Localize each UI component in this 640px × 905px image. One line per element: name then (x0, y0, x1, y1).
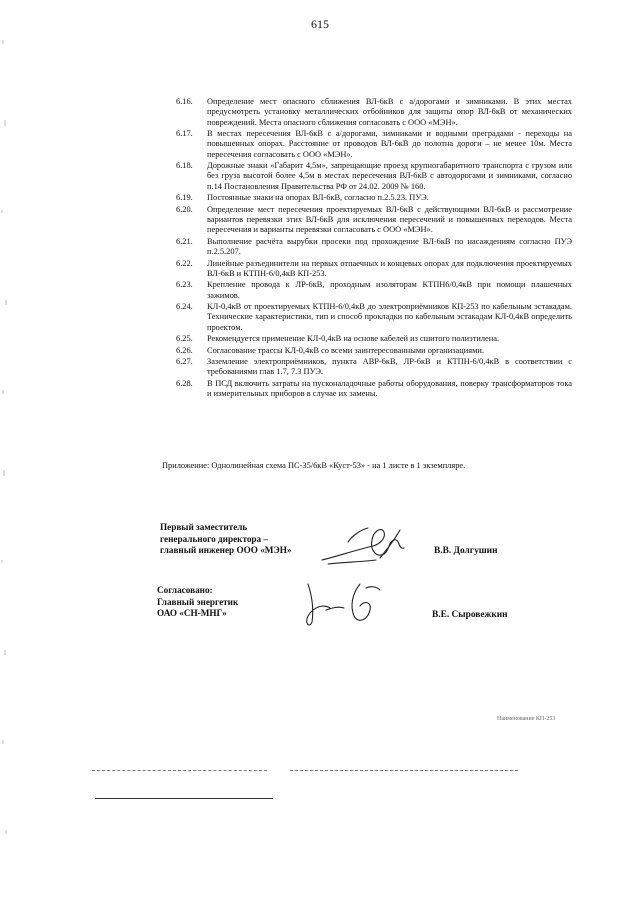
item-text: Линейные разъединители на первых отпаечных и концевых опорах для подключения проектируемых ВЛ-6кВ и КТПН-6/0,4кВ КП-253. (207, 258, 572, 278)
requirements-list (176, 97, 572, 401)
item-text: Дорожные знаки «Габарит 4,5м», запрещающие проезд крупногабаритного транспорта с грузом или без груза высотой более 4,5м в местах пересечения ВЛ-6кВ с автодорогами и зимниками, согласно п.14 Постановления Правительства РФ от 24.02. 2009 № 160. (207, 161, 572, 191)
item-text: Крепление провода к ЛР-6кВ, проходным изоляторам КТПН6/0,4кВ при помощи плашечных зажимов. (207, 280, 572, 300)
item-number: 6.21. (176, 236, 193, 246)
item-number: 6.20. (176, 204, 193, 214)
signatory-1-line1: Первый заместитель (160, 522, 248, 532)
item-text: Определение мест опасного сближения ВЛ-6кВ с а/дорогами и зимниками. В этих местах предусмотреть установку металлических отбойников для защиты опор ВЛ-6кВ от механических повреждений. Места опасного сближения согласовать с ООО «МЭН». (207, 97, 572, 127)
signatory-1-title (160, 522, 291, 557)
item-number: 6.18. (176, 161, 193, 171)
list-item (176, 193, 572, 203)
signatory-2-title (157, 585, 238, 620)
footer-rule (290, 770, 518, 771)
document-code: Наименование КП-253 (497, 716, 556, 722)
item-number: 6.26. (176, 345, 193, 355)
footer-rule (95, 798, 273, 799)
list-item (176, 346, 572, 356)
item-number: 6.27. (176, 357, 193, 367)
page-number: 615 (311, 17, 329, 31)
item-text: Заземление электроприёмников, пункта АВР-6кВ, ЛР-6кВ и КТПН-6/0,4кВ в соответствии с требованиями глав 1.7, 7.3 ПУЭ. (207, 357, 572, 377)
list-item (176, 379, 572, 400)
item-text: В ПСД включить затраты на пусконаладочные работы оборудования, поверку трансформаторов тока и измерительных приборов в случае их замены. (207, 378, 572, 399)
list-item (176, 129, 572, 160)
list-item (176, 205, 572, 236)
list-item (176, 259, 572, 280)
list-item (176, 334, 572, 344)
item-number: 6.17. (176, 129, 193, 139)
item-number: 6.22. (176, 258, 193, 268)
signature-2 (300, 578, 390, 630)
appendix-note: Приложение: Однолинейная схема ПС-35/6кВ «Куст-53» - на 1 листе в 1 экземпляре. (162, 461, 466, 470)
scan-edge-artifact (0, 0, 22, 905)
signatory-2-name: В.Е. Сыровежкин (432, 610, 508, 620)
item-text: Выполнение расчёта вырубки просеки под прохождение ВЛ-6кВ по насаждениям согласно ПУЭ п.2.5.207. (207, 236, 572, 257)
item-number: 6.19. (176, 193, 193, 203)
signatory-2-line2: Главный энергетик (157, 596, 239, 607)
list-item (176, 280, 572, 301)
item-text: Согласование трассы КЛ-0,4кВ со всеми заинтересованными организациями. (207, 345, 484, 355)
list-item (176, 97, 572, 128)
item-text: Определение мест пересечения проектируемых ВЛ-6кВ с действующими ВЛ-6кВ и рассмотрение вариантов перевязки этих ВЛ-6кВ для исключения пересечений и повышенных переходов. Места пересечения и варианты перевязки согласовать с ООО «МЭН». (207, 204, 572, 235)
footer-rule (92, 770, 267, 771)
signature-1 (318, 520, 413, 570)
signatory-1-line2: генерального директора – (160, 533, 269, 544)
item-number: 6.28. (176, 378, 193, 388)
list-item (176, 357, 572, 378)
item-number: 6.24. (176, 302, 193, 312)
item-number: 6.25. (176, 334, 193, 344)
list-item (176, 161, 572, 192)
item-number: 6.16. (176, 97, 193, 106)
signatory-1-line3: главный инженер ООО «МЭН» (160, 545, 292, 555)
item-number: 6.23. (176, 280, 193, 290)
item-text: Постоянные знаки на опорах ВЛ-6кВ, согласно п.2.5.23. ПУЭ. (207, 193, 429, 203)
signatory-2-line1: Согласовано: (157, 585, 213, 595)
item-text: Рекомендуется применение КЛ-0,4кВ на основе кабелей из сшитого полиэтилена. (207, 334, 500, 344)
item-text: В местах пересечения ВЛ-6кВ с а/дорогами, зимниками и водными преградами - переходы на повышенных опорах. Расстояние от проводов ВЛ-6кВ до полотна дороги – не менее 10м. Места пересечения согласовать с ООО «МЭН». (207, 129, 572, 159)
list-item (176, 302, 572, 333)
signatory-1-name: В.В. Долгушин (434, 546, 498, 556)
item-text: КЛ-0,4кВ от проектируемых КТПН-6/0,4кВ до электроприёмников КП-253 по кабельным эстакадам. Технические характеристики, тип и способ прокладки по кабельным эстакадам КЛ-0,4кВ определить проектом. (207, 302, 572, 332)
list-item (176, 237, 572, 258)
signatory-2-line3: ОАО «СН-МНГ» (157, 608, 227, 618)
